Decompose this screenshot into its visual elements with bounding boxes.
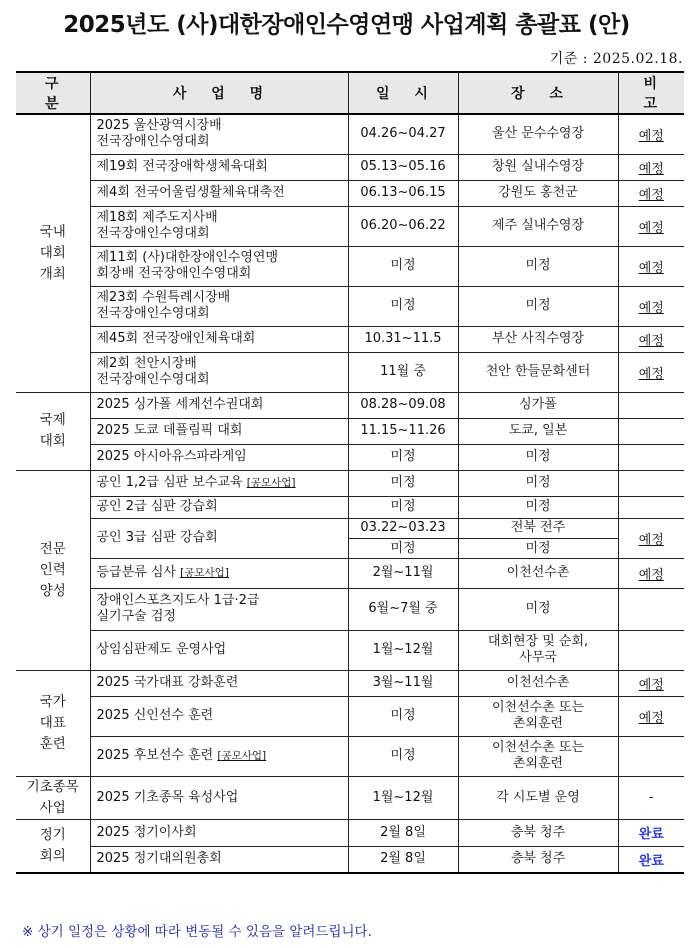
note-cell: 예정 (618, 518, 684, 558)
event-date: 04.26~04.27 (360, 126, 446, 142)
date-cell (348, 846, 458, 873)
category-label: 국내 (39, 223, 66, 240)
note-cell: 예정 (618, 154, 684, 180)
event-name (97, 825, 346, 841)
table-row (16, 154, 684, 180)
place-cell (458, 846, 618, 873)
date-cell (348, 736, 458, 776)
event-place: 창원 실내수영장 (491, 159, 585, 174)
note-cell (618, 444, 684, 470)
event-cell (90, 154, 348, 180)
event-date: 미정 (390, 449, 416, 464)
category-label: 국제 (39, 412, 66, 428)
event-name-text: 공인 2급 심판 강습회 (96, 499, 218, 514)
place-cell (458, 418, 618, 444)
place-cell (458, 696, 618, 736)
category-label: 회의 (39, 847, 66, 864)
event-place: 이천선수촌 또는 (491, 700, 585, 715)
category-label: 대회 (39, 244, 66, 261)
event-cell (90, 392, 348, 418)
note-cell: 예정 (618, 180, 684, 206)
event-date: 06.13~06.15 (360, 185, 446, 200)
event-name-text: 2025 후보선수 훈련 (96, 748, 214, 763)
event-cell (90, 846, 348, 873)
event-place: 이천선수촌 또는 (491, 740, 585, 755)
event-date: 06.20~06.22 (360, 218, 446, 233)
event-name (97, 185, 346, 201)
event-name-text: 전국장애인수영대회 (96, 306, 210, 321)
event-name-text: 제4회 전국어울림생활체육대축전 (96, 185, 285, 200)
event-name-text: 공인 3급 심판 강습회 (96, 530, 218, 545)
event-name-text: 제23회 수원특례시장배 (96, 290, 231, 305)
event-name-text: 2025 국가대표 강화훈련 (96, 675, 239, 690)
date-cell (348, 819, 458, 846)
event-cell (90, 630, 348, 670)
event-name-text: 전국장애인수영대회 (96, 226, 210, 241)
event-cell (90, 444, 348, 470)
place-cell (458, 470, 618, 496)
date-cell (348, 154, 458, 180)
category-label: 전문 (39, 540, 66, 557)
event-cell (90, 588, 348, 630)
date-cell (348, 286, 458, 326)
event-name (97, 499, 346, 515)
event-place: 강원도 홍천군 (498, 185, 578, 200)
category-label: 사업 (39, 799, 66, 816)
date-cell (348, 670, 458, 696)
event-place: 이천선수촌 (506, 565, 570, 580)
event-place: 촌외훈련 (512, 716, 564, 731)
event-name-text: 제11회 (사)대한장애인수영연맹 (96, 250, 279, 265)
place-cell (458, 286, 618, 326)
event-name-text: 제2회 천안시장배 (96, 356, 197, 371)
table-row (16, 246, 684, 286)
event-name (97, 851, 346, 867)
event-cell (90, 180, 348, 206)
date-cell (348, 588, 458, 630)
category-cell (16, 776, 90, 819)
event-name (97, 210, 346, 226)
table-row (16, 180, 684, 206)
event-name (97, 748, 346, 764)
category-cell (16, 670, 90, 776)
event-place: 싱가폴 (519, 397, 557, 412)
footnote: ※ 상기 일정은 상황에 따라 변동될 수 있음을 알려드립니다. (22, 924, 372, 940)
event-name-text: 2025 정기이사회 (96, 824, 197, 840)
table-row (16, 286, 684, 326)
date-cell (348, 470, 458, 496)
event-name-text: 2025 신인선수 훈련 (96, 708, 214, 723)
date-cell (348, 114, 458, 154)
event-place: 전북 전주 (459, 520, 618, 539)
table-row (16, 670, 684, 696)
note-cell: 예정 (618, 558, 684, 588)
note-cell: - (618, 776, 684, 819)
event-cell (90, 246, 348, 286)
event-cell (90, 558, 348, 588)
header-event: 사 업 명 (90, 72, 348, 114)
note-cell: 예정 (618, 114, 684, 154)
event-place: 각 시도별 운영 (496, 789, 580, 805)
table-row (16, 630, 684, 670)
event-place: 미정 (525, 601, 551, 616)
note-cell (618, 392, 684, 418)
place-cell (458, 206, 618, 246)
event-place: 부산 사직수영장 (491, 331, 585, 346)
event-date: 03.22~03.23 (349, 520, 458, 539)
date-cell (348, 418, 458, 444)
event-name (97, 250, 346, 266)
place-cell (458, 776, 618, 819)
place-cell (458, 819, 618, 846)
event-place: 제주 실내수영장 (491, 218, 585, 233)
table-row (16, 114, 684, 154)
event-date: 2월 8일 (380, 824, 426, 840)
event-cell (90, 819, 348, 846)
event-place: 충북 청주 (510, 851, 566, 867)
category-label: 대표 (39, 714, 66, 731)
header-place: 장 소 (458, 72, 618, 114)
event-cell (90, 736, 348, 776)
note-cell: 예정 (618, 286, 684, 326)
event-cell (90, 696, 348, 736)
place-cell (458, 392, 618, 418)
date-cell (348, 630, 458, 670)
note-cell: 완료 (618, 846, 684, 873)
note-cell: 예정 (618, 206, 684, 246)
category-label: 국가 (39, 693, 66, 710)
table-row (16, 819, 684, 846)
event-name-text: 제45회 전국장애인체육대회 (96, 331, 256, 346)
event-cell (90, 114, 348, 154)
table-row (16, 392, 684, 418)
basis-date: 기준 : 2025.02.18. (549, 51, 683, 67)
event-name (97, 290, 346, 306)
place-cell (458, 518, 618, 558)
category-label: 인력 (39, 561, 66, 578)
place-cell (458, 444, 618, 470)
place-cell (458, 246, 618, 286)
note-cell: 예정 (618, 696, 684, 736)
event-place: 미정 (525, 449, 551, 464)
event-cell (90, 326, 348, 352)
table-row (16, 696, 684, 736)
place-cell (458, 558, 618, 588)
event-cell (90, 352, 348, 392)
document-title: 2025년도 (사)대한장애인수영연맹 사업계획 총괄표 (안) (63, 12, 630, 38)
event-name (97, 372, 346, 388)
category-label: 개최 (39, 265, 66, 282)
event-name (97, 226, 346, 242)
event-name (97, 449, 346, 465)
event-name (97, 708, 346, 724)
place-cell (458, 154, 618, 180)
table-row (16, 496, 684, 518)
category-label: 양성 (39, 582, 66, 599)
header-note: 비 고 (618, 72, 684, 114)
event-name-text: 상임심판제도 운영사업 (96, 642, 227, 657)
date-cell (348, 496, 458, 518)
event-name-text: 제19회 전국장애학생체육대회 (96, 159, 268, 174)
event-name (97, 118, 346, 134)
event-cell (90, 776, 348, 819)
event-name-text: 회장배 전국장애인수영대회 (96, 266, 252, 281)
open-call-tag: [ 공모사업 ] (217, 750, 266, 762)
table-row (16, 846, 684, 873)
event-place: 미정 (525, 499, 551, 514)
event-date: 미정 (390, 708, 416, 723)
event-name-text: 2025 아시아유스파라게임 (96, 449, 247, 464)
event-cell (90, 518, 348, 558)
event-name (97, 609, 346, 625)
event-name (97, 675, 346, 691)
event-name (97, 356, 346, 372)
event-name (97, 475, 346, 491)
category-cell (16, 470, 90, 670)
table-row (16, 776, 684, 819)
table-row (16, 352, 684, 392)
event-name-text: 2025 싱가폴 세계선수권대회 (96, 397, 264, 412)
date-cell (348, 392, 458, 418)
note-cell: 예정 (618, 670, 684, 696)
event-place: 사무국 (519, 650, 557, 665)
category-label: 기초종목 (26, 778, 79, 795)
table-row (16, 736, 684, 776)
note-cell: 예정 (618, 326, 684, 352)
event-date: 3월~11월 (372, 675, 434, 690)
event-place: 충북 청주 (510, 824, 566, 840)
note-cell (618, 630, 684, 670)
event-place: 미정 (525, 540, 551, 556)
table-row (16, 444, 684, 470)
event-cell (90, 418, 348, 444)
note-cell (618, 588, 684, 630)
date-cell (348, 352, 458, 392)
event-name (97, 331, 346, 347)
event-cell (90, 286, 348, 326)
table-row (16, 418, 684, 444)
event-date: 1월~12월 (372, 789, 434, 805)
event-place: 이천선수촌 (506, 675, 570, 690)
note-cell: 완료 (618, 819, 684, 846)
event-date: 미정 (390, 748, 416, 763)
event-place: 울산 문수수영장 (491, 126, 585, 142)
table-row (16, 518, 684, 558)
date-cell (348, 696, 458, 736)
place-cell (458, 496, 618, 518)
date-cell (348, 206, 458, 246)
date-cell (348, 558, 458, 588)
event-name (97, 565, 346, 581)
event-name-text: 전국장애인수영대회 (96, 372, 210, 387)
event-place: 천안 한들문화센터 (485, 364, 591, 379)
date-cell (348, 246, 458, 286)
event-name (97, 642, 346, 658)
event-date: 미정 (390, 475, 416, 490)
event-date: 2월 8일 (380, 851, 426, 867)
event-name-text: 2025 기초종목 육성사업 (96, 789, 239, 805)
open-call-tag: [ 공모사업 ] (247, 477, 296, 489)
header-category: 구 분 (16, 72, 90, 114)
event-date: 05.13~05.16 (360, 159, 446, 174)
event-name (97, 159, 346, 175)
event-cell (90, 470, 348, 496)
event-date: 11월 중 (380, 364, 426, 379)
event-name (97, 134, 346, 150)
category-cell (16, 114, 90, 392)
place-cell (458, 326, 618, 352)
table-row (16, 470, 684, 496)
date-cell (348, 776, 458, 819)
date-cell (348, 518, 458, 558)
category-label: 정기 (39, 826, 66, 843)
event-name-text: 등급분류 심사 (96, 565, 176, 580)
place-cell (458, 670, 618, 696)
open-call-tag: [ 공모사업 ] (180, 567, 229, 579)
event-place: 미정 (525, 298, 551, 313)
event-cell (90, 206, 348, 246)
event-name-text: 2025 정기대의원총회 (96, 851, 222, 867)
event-date: 10.31~11.5 (364, 331, 442, 346)
table-header-row (16, 72, 684, 114)
event-date: 6월~7월 중 (368, 601, 438, 616)
note-cell (618, 496, 684, 518)
event-name (97, 423, 346, 439)
event-place: 미정 (525, 475, 551, 490)
event-name-text: 전국장애인수영대회 (96, 134, 210, 150)
place-cell (458, 180, 618, 206)
category-cell (16, 392, 90, 470)
event-name-text: 2025 도쿄 데플림픽 대회 (96, 423, 243, 438)
place-cell (458, 630, 618, 670)
event-name-text: 공인 1,2급 심판 보수교육 (96, 475, 243, 490)
place-cell (458, 588, 618, 630)
event-name (97, 530, 346, 546)
event-date: 08.28~09.08 (360, 397, 446, 412)
place-cell (458, 736, 618, 776)
event-name (97, 306, 346, 322)
table-row (16, 558, 684, 588)
event-date: 미정 (390, 499, 416, 514)
event-cell (90, 670, 348, 696)
event-name (97, 266, 346, 282)
table-row (16, 588, 684, 630)
category-label: 대회 (39, 433, 66, 449)
place-cell (458, 114, 618, 154)
place-cell (458, 352, 618, 392)
event-date: 11.15~11.26 (360, 423, 446, 438)
event-place: 도쿄, 일본 (508, 423, 568, 438)
table-row (16, 206, 684, 246)
business-plan-table (16, 71, 684, 874)
event-name-text: 실기구술 검정 (96, 609, 176, 624)
event-name-text: 제18회 제주도지사배 (96, 210, 218, 225)
event-place: 촌외훈련 (512, 756, 564, 771)
event-date: 미정 (390, 298, 416, 313)
event-date: 미정 (390, 540, 416, 556)
note-cell (618, 736, 684, 776)
category-label: 훈련 (39, 735, 66, 752)
table-row (16, 326, 684, 352)
date-cell (348, 180, 458, 206)
event-place: 대회현장 및 순회, (487, 634, 589, 649)
event-name-text: 장애인스포츠지도사 1급·2급 (96, 593, 260, 608)
date-cell (348, 444, 458, 470)
event-date: 1월~12월 (372, 642, 434, 657)
note-cell (618, 470, 684, 496)
event-name-text: 2025 울산광역시장배 (96, 118, 222, 134)
category-cell (16, 819, 90, 873)
note-cell (618, 418, 684, 444)
event-name (97, 397, 346, 413)
event-place: 미정 (525, 258, 551, 273)
event-name (97, 593, 346, 609)
note-cell: 예정 (618, 352, 684, 392)
note-cell: 예정 (618, 246, 684, 286)
header-date: 일 시 (348, 72, 458, 114)
event-name (97, 790, 346, 806)
event-date: 2월~11월 (372, 565, 434, 580)
event-cell (90, 496, 348, 518)
event-date: 미정 (390, 258, 416, 273)
date-cell (348, 326, 458, 352)
